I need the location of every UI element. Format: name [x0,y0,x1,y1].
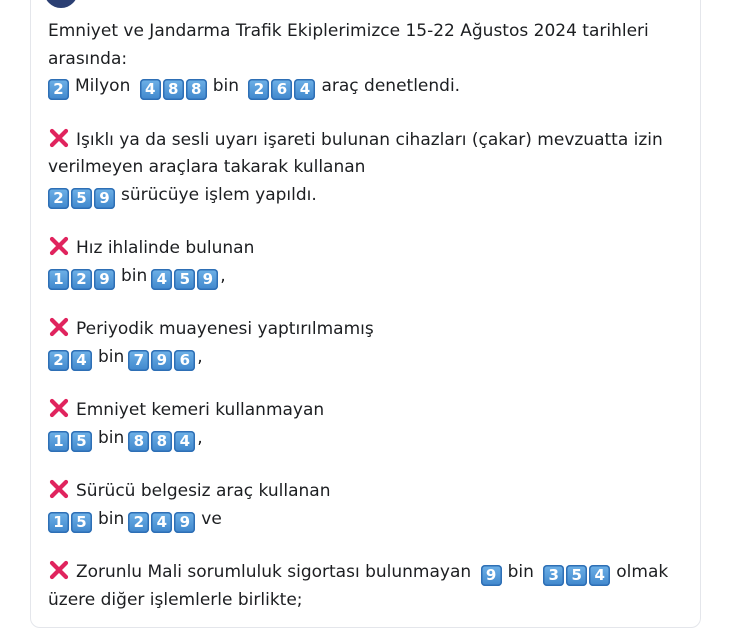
violation-text-line [48,127,678,155]
violation-text-line [48,154,678,182]
violation-count-line [48,263,678,291]
keycap-digit-icon: 5 [566,565,587,586]
count-digits-a [48,185,117,205]
violation-count-line [48,182,678,210]
violation-count-line [48,425,678,453]
keycap-digit-icon: 9 [481,565,502,586]
violation-text: Periyodik muayenesi yaptırılmamış [76,319,374,339]
keycap-digit-icon: 2 [128,512,149,533]
keycap-digit-icon: 9 [94,188,115,209]
violation-item [48,235,678,290]
violation-item [48,478,678,533]
keycap-digit-icon: 4 [151,269,172,290]
keycap-digit-icon: 9 [151,350,172,371]
last-digits-a [481,562,504,582]
violation-item [48,316,678,371]
post-body [48,18,678,640]
violation-text-line [48,316,678,344]
violation-item [48,397,678,452]
keycap-digit-icon: 8 [151,431,172,452]
keycap-digit-icon: 5 [71,188,92,209]
keycap-digit-icon: 1 [48,269,69,290]
cross-mark-icon [48,397,72,419]
violation-item [48,127,678,210]
cross-mark-icon [48,559,72,581]
last-tail: olmak [616,562,669,582]
intro-line-1: Emniyet ve Jandarma Trafik Ekiplerimizce 15-22 Ağustos 2024 tarihleri [48,21,649,41]
violation-count-line [48,506,678,534]
count-tail: , [197,346,203,367]
intro-paragraph [48,18,678,101]
keycap-digit-icon: 4 [294,79,315,100]
last-word: bin [507,562,534,582]
keycap-digit-icon: 4 [151,512,172,533]
unit-digits [248,76,317,96]
keycap-digit-icon: 9 [197,269,218,290]
violation-count-line [48,344,678,372]
keycap-digit-icon: 9 [174,512,195,533]
keycap-digit-icon: 7 [128,350,149,371]
last-paragraph [48,559,678,614]
million-word: Milyon [75,76,131,96]
cross-mark-icon [48,127,72,149]
violation-text: verilmeyen araçlara takarak kullanan [48,157,366,177]
keycap-digit-icon: 8 [163,79,184,100]
keycap-digit-icon: 2 [48,79,69,100]
keycap-digit-icon: 4 [589,565,610,586]
keycap-digit-icon: 1 [48,512,69,533]
violation-text-line [48,478,678,506]
violation-text: Işıklı ya da sesli uyarı işareti bulunan cihazları (çakar) mevzuatta izin [76,129,663,150]
keycap-digit-icon: 6 [271,79,292,100]
keycap-digit-icon: 8 [128,431,149,452]
keycap-digit-icon: 4 [71,350,92,371]
keycap-digit-icon: 4 [140,79,161,100]
cross-mark-icon [48,316,72,338]
violation-text: Hız ihlalinde bulunan [76,238,255,258]
last-line-1 [48,559,678,587]
intro-count-line [48,73,678,101]
last-line-2: üzere diğer işlemlerle birlikte; [48,589,303,610]
keycap-digit-icon: 2 [248,79,269,100]
keycap-digit-icon: 2 [48,188,69,209]
intro-tail: araç denetlendi. [321,76,461,96]
violation-text: Sürücü belgesiz araç kullanan [76,481,331,501]
keycap-digit-icon: 5 [71,512,92,533]
count-word: bin [121,265,148,286]
count-digits-a [48,509,94,529]
keycap-digit-icon: 9 [94,269,115,290]
violation-text: Emniyet kemeri kullanmayan [76,400,325,420]
keycap-digit-icon: 1 [48,431,69,452]
violation-text-line [48,235,678,263]
count-word: bin [98,346,125,367]
count-tail: , [220,265,226,286]
count-digits-b [128,347,197,367]
keycap-digit-icon: 2 [71,269,92,290]
million-digits [48,76,71,96]
keycap-digit-icon: 4 [174,431,195,452]
keycap-digit-icon: 6 [174,350,195,371]
thousand-digits [140,76,209,96]
violation-list [48,127,678,534]
keycap-digit-icon: 8 [186,79,207,100]
count-digits-a [48,266,117,286]
keycap-digit-icon: 2 [48,350,69,371]
thousand-word: bin [212,76,240,96]
keycap-digit-icon: 5 [71,431,92,452]
cross-mark-icon [48,478,72,500]
count-tail: sürücüye işlem yapıldı. [121,184,317,205]
count-digits-a [48,428,94,448]
count-word: bin [98,427,125,448]
keycap-digit-icon: 3 [543,565,564,586]
cross-mark-icon [48,235,72,257]
count-digits-b [151,266,220,286]
count-word: bin [98,508,125,529]
last-text: Zorunlu Mali sorumluluk sigortası bulunmayan [76,562,472,582]
count-tail: , [197,427,203,448]
last-digits-b [543,562,612,582]
count-digits-b [128,428,197,448]
keycap-digit-icon: 5 [174,269,195,290]
count-tail: ve [201,508,222,529]
intro-line-2: arasında: [48,48,128,69]
count-digits-a [48,347,94,367]
count-digits-b [128,509,197,529]
violation-text-line [48,397,678,425]
